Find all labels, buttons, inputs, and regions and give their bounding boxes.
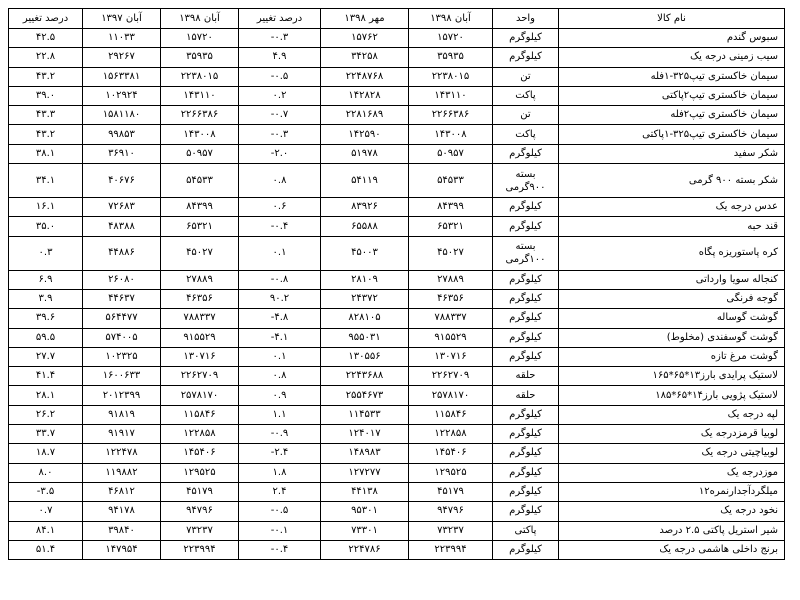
cell-mehr-1398: ۱۴۲۸۲۸ xyxy=(321,86,409,105)
cell-mehr-1398: ۴۵۰۰۳ xyxy=(321,236,409,270)
cell-name: موزدرجه یک xyxy=(559,463,785,482)
cell-name: لاستیک پرایدی بارز۱۳*۶۵*۱۶۵ xyxy=(559,367,785,386)
cell-unit: پاکتی xyxy=(493,521,559,540)
cell-change-month: ۰.۸ xyxy=(239,367,321,386)
cell-aban-1398-b: ۱۴۵۴۰۶ xyxy=(161,444,239,463)
cell-aban-1397: ۱۵۶۳۳۸۱ xyxy=(83,67,161,86)
cell-change-month: -۰.۷ xyxy=(239,106,321,125)
cell-change-month: ۱.۸ xyxy=(239,463,321,482)
cell-aban-1397: ۹۱۹۱۷ xyxy=(83,425,161,444)
cell-change-1397: ۴۱.۴ xyxy=(9,367,83,386)
cell-change-month: ۰.۱ xyxy=(239,236,321,270)
cell-aban-1398-b: ۶۵۳۲۱ xyxy=(161,217,239,236)
cell-change-1397: ۴۲.۵ xyxy=(9,29,83,48)
cell-aban-1397: ۲۶۰۸۰ xyxy=(83,270,161,289)
header-aban-1398: آبان ۱۳۹۸ xyxy=(409,9,493,29)
cell-aban-1398: ۴۵۰۲۷ xyxy=(409,236,493,270)
table-row xyxy=(9,444,785,463)
cell-change-1397: ۳۹.۰ xyxy=(9,86,83,105)
cell-name: کنجاله سویا وارداتی xyxy=(559,270,785,289)
cell-change-1397: ۴۳.۲ xyxy=(9,125,83,144)
cell-aban-1397: ۳۹۸۴۰ xyxy=(83,521,161,540)
cell-aban-1397: ۹۴۱۷۸ xyxy=(83,502,161,521)
cell-unit: کیلوگرم xyxy=(493,289,559,308)
cell-mehr-1398: ۷۳۳۰۱ xyxy=(321,521,409,540)
cell-unit: کیلوگرم xyxy=(493,502,559,521)
table-row xyxy=(9,29,785,48)
cell-unit: کیلوگرم xyxy=(493,347,559,366)
cell-unit: تن xyxy=(493,106,559,125)
cell-aban-1397: ۲۰۱۲۳۹۹ xyxy=(83,386,161,405)
cell-name: کره پاستوریزه پگاه xyxy=(559,236,785,270)
cell-mehr-1398: ۸۲۸۱۰۵ xyxy=(321,309,409,328)
cell-aban-1398-b: ۱۲۹۵۲۵ xyxy=(161,463,239,482)
cell-name: عدس درجه یک xyxy=(559,198,785,217)
cell-aban-1398-b: ۷۸۸۳۳۷ xyxy=(161,309,239,328)
cell-change-1397: ۰.۷ xyxy=(9,502,83,521)
table-row xyxy=(9,386,785,405)
cell-change-month: -۰.۳ xyxy=(239,125,321,144)
cell-aban-1398-b: ۲۲۶۶۳۸۶ xyxy=(161,106,239,125)
cell-change-month: -۲.۴ xyxy=(239,444,321,463)
cell-change-month: -۴.۱ xyxy=(239,328,321,347)
cell-aban-1398: ۹۱۵۵۲۹ xyxy=(409,328,493,347)
cell-aban-1397: ۱۰۲۳۲۵ xyxy=(83,347,161,366)
cell-aban-1398-b: ۲۲۳۹۹۴ xyxy=(161,540,239,559)
cell-change-month: ۰.۲ xyxy=(239,86,321,105)
table-row xyxy=(9,106,785,125)
cell-aban-1397: ۷۲۶۸۳ xyxy=(83,198,161,217)
cell-aban-1398: ۵۰۹۵۷ xyxy=(409,144,493,163)
header-mehr-1398: مهر ۱۳۹۸ xyxy=(321,9,409,29)
cell-change-month: -۰.۵ xyxy=(239,502,321,521)
table-row xyxy=(9,347,785,366)
cell-change-1397: ۵۱.۴ xyxy=(9,540,83,559)
cell-change-1397: ۲۲.۸ xyxy=(9,48,83,67)
cell-aban-1398: ۲۵۷۸۱۷۰ xyxy=(409,386,493,405)
table-row xyxy=(9,405,785,424)
header-aban-1397: آبان ۱۳۹۷ xyxy=(83,9,161,29)
cell-name: سیمان خاکستری تیپ۲پاکتی xyxy=(559,86,785,105)
cell-change-month: -۰.۴ xyxy=(239,540,321,559)
cell-name: گوشت گوسفندی (مخلوط) xyxy=(559,328,785,347)
cell-unit: پاکت xyxy=(493,86,559,105)
cell-name: شکر سفید xyxy=(559,144,785,163)
table-row xyxy=(9,502,785,521)
header-change-month: درصد تغییر xyxy=(239,9,321,29)
cell-name: گوشت مرغ تازه xyxy=(559,347,785,366)
table-row xyxy=(9,270,785,289)
cell-aban-1397: ۳۶۹۱۰ xyxy=(83,144,161,163)
cell-aban-1398-b: ۴۵۱۷۹ xyxy=(161,482,239,501)
cell-mehr-1398: ۹۵۵۰۳۱ xyxy=(321,328,409,347)
cell-aban-1398: ۱۵۷۲۰ xyxy=(409,29,493,48)
cell-change-1397: ۳.۹ xyxy=(9,289,83,308)
header-aban-1398-b: آبان ۱۳۹۸ xyxy=(161,9,239,29)
cell-change-month: -۲.۰ xyxy=(239,144,321,163)
cell-aban-1397: ۴۴۶۳۷ xyxy=(83,289,161,308)
cell-aban-1398: ۲۷۸۸۹ xyxy=(409,270,493,289)
cell-aban-1398: ۲۲۳۸۰۱۵ xyxy=(409,67,493,86)
cell-mehr-1398: ۱۳۰۵۵۶ xyxy=(321,347,409,366)
cell-aban-1398: ۱۲۹۵۲۵ xyxy=(409,463,493,482)
table-row xyxy=(9,463,785,482)
cell-mehr-1398: ۱۱۴۵۳۳ xyxy=(321,405,409,424)
cell-aban-1397: ۴۴۸۸۶ xyxy=(83,236,161,270)
cell-aban-1398-b: ۳۵۹۳۵ xyxy=(161,48,239,67)
cell-aban-1398-b: ۱۵۷۲۰ xyxy=(161,29,239,48)
table-row xyxy=(9,67,785,86)
cell-aban-1398-b: ۸۴۳۹۹ xyxy=(161,198,239,217)
cell-aban-1398-b: ۷۳۲۳۷ xyxy=(161,521,239,540)
cell-change-1397: ۲۷.۷ xyxy=(9,347,83,366)
cell-mehr-1398: ۲۲۴۳۶۸۸ xyxy=(321,367,409,386)
cell-mehr-1398: ۹۵۳۰۱ xyxy=(321,502,409,521)
cell-aban-1398: ۱۴۳۱۱۰ xyxy=(409,86,493,105)
cell-aban-1398: ۷۸۸۳۳۷ xyxy=(409,309,493,328)
cell-aban-1397: ۱۵۸۱۱۸۰ xyxy=(83,106,161,125)
cell-aban-1397: ۱۴۷۹۵۴ xyxy=(83,540,161,559)
cell-change-1397: ۲۸.۱ xyxy=(9,386,83,405)
cell-unit: پاکت xyxy=(493,125,559,144)
cell-aban-1398-b: ۵۰۹۵۷ xyxy=(161,144,239,163)
cell-name: گوشت گوساله xyxy=(559,309,785,328)
cell-change-1397: ۲۶.۲ xyxy=(9,405,83,424)
cell-change-month: ۰.۶ xyxy=(239,198,321,217)
cell-aban-1398: ۳۵۹۳۵ xyxy=(409,48,493,67)
cell-unit: حلقه xyxy=(493,367,559,386)
cell-change-1397: ۱۸.۷ xyxy=(9,444,83,463)
cell-unit: کیلوگرم xyxy=(493,328,559,347)
cell-unit: کیلوگرم xyxy=(493,217,559,236)
cell-aban-1397: ۹۱۸۱۹ xyxy=(83,405,161,424)
cell-aban-1398: ۴۵۱۷۹ xyxy=(409,482,493,501)
cell-unit: کیلوگرم xyxy=(493,198,559,217)
cell-change-month: -۰.۵ xyxy=(239,67,321,86)
cell-mehr-1398: ۲۵۵۴۶۷۳ xyxy=(321,386,409,405)
cell-aban-1398-b: ۲۷۸۸۹ xyxy=(161,270,239,289)
cell-aban-1398-b: ۹۴۷۹۶ xyxy=(161,502,239,521)
cell-aban-1398: ۱۴۳۰۰۸ xyxy=(409,125,493,144)
cell-aban-1398: ۱۱۵۸۴۶ xyxy=(409,405,493,424)
cell-change-month: -۰.۹ xyxy=(239,425,321,444)
cell-aban-1398-b: ۴۶۳۵۶ xyxy=(161,289,239,308)
cell-aban-1398-b: ۲۲۳۸۰۱۵ xyxy=(161,67,239,86)
cell-unit: کیلوگرم xyxy=(493,482,559,501)
cell-aban-1398-b: ۲۲۶۲۷۰۹ xyxy=(161,367,239,386)
cell-change-1397: ۰.۳ xyxy=(9,236,83,270)
cell-unit: کیلوگرم xyxy=(493,444,559,463)
cell-aban-1398-b: ۹۱۵۵۲۹ xyxy=(161,328,239,347)
cell-aban-1397: ۵۶۴۴۷۷ xyxy=(83,309,161,328)
table-row xyxy=(9,289,785,308)
cell-mehr-1398: ۴۴۱۳۸ xyxy=(321,482,409,501)
cell-aban-1398-b: ۵۴۵۳۳ xyxy=(161,164,239,198)
cell-unit: کیلوگرم xyxy=(493,309,559,328)
cell-aban-1398: ۱۳۰۷۱۶ xyxy=(409,347,493,366)
cell-aban-1398: ۲۲۶۶۳۸۶ xyxy=(409,106,493,125)
cell-change-1397: ۶.۹ xyxy=(9,270,83,289)
cell-name: سیب زمینی درجه یک xyxy=(559,48,785,67)
cell-change-1397: ۴۳.۳ xyxy=(9,106,83,125)
cell-aban-1397: ۱۱۰۳۳ xyxy=(83,29,161,48)
cell-name: لاستیک پژویی بارز۱۴*۶۵*۱۸۵ xyxy=(559,386,785,405)
cell-change-1397: -۳.۵ xyxy=(9,482,83,501)
cell-name: شیر استریل پاکتی ۲.۵ درصد xyxy=(559,521,785,540)
cell-aban-1397: ۵۷۴۰۰۵ xyxy=(83,328,161,347)
cell-change-month: ۲.۴ xyxy=(239,482,321,501)
cell-aban-1397: ۲۹۲۶۷ xyxy=(83,48,161,67)
cell-name: شکر بسته ۹۰۰ گرمی xyxy=(559,164,785,198)
cell-mehr-1398: ۱۲۴۰۱۷ xyxy=(321,425,409,444)
cell-change-month: ۰.۱ xyxy=(239,347,321,366)
cell-name: میلگردآجدارنمره۱۲ xyxy=(559,482,785,501)
cell-name: لوبیا قرمزدرجه یک xyxy=(559,425,785,444)
cell-change-month: -۰.۳ xyxy=(239,29,321,48)
cell-aban-1397: ۱۶۰۰۶۳۳ xyxy=(83,367,161,386)
cell-mehr-1398: ۱۵۷۶۲ xyxy=(321,29,409,48)
table-row xyxy=(9,48,785,67)
cell-aban-1398: ۸۴۳۹۹ xyxy=(409,198,493,217)
cell-mehr-1398: ۵۴۱۱۹ xyxy=(321,164,409,198)
table-row xyxy=(9,521,785,540)
cell-mehr-1398: ۶۵۵۸۸ xyxy=(321,217,409,236)
cell-aban-1398-b: ۱۲۲۸۵۸ xyxy=(161,425,239,444)
cell-mehr-1398: ۵۱۹۷۸ xyxy=(321,144,409,163)
cell-mehr-1398: ۲۸۱۰۹ xyxy=(321,270,409,289)
header-unit: واحد xyxy=(493,9,559,29)
header-name: نام کالا xyxy=(559,9,785,29)
cell-mehr-1398: ۸۳۹۲۶ xyxy=(321,198,409,217)
table-row xyxy=(9,540,785,559)
price-table-container xyxy=(8,8,784,560)
header-change-1397: درصد تغییر xyxy=(9,9,83,29)
cell-unit: کیلوگرم xyxy=(493,405,559,424)
cell-aban-1397: ۱۰۲۹۲۴ xyxy=(83,86,161,105)
cell-change-1397: ۳۹.۶ xyxy=(9,309,83,328)
cell-unit: بسته ۱۰۰گرمی xyxy=(493,236,559,270)
table-body xyxy=(9,29,785,560)
cell-change-1397: ۳۵.۰ xyxy=(9,217,83,236)
cell-aban-1398: ۹۴۷۹۶ xyxy=(409,502,493,521)
cell-aban-1398-b: ۱۴۳۱۱۰ xyxy=(161,86,239,105)
cell-unit: بسته ۹۰۰گرمی xyxy=(493,164,559,198)
cell-aban-1397: ۴۸۳۸۸ xyxy=(83,217,161,236)
cell-aban-1397: ۴۶۸۱۲ xyxy=(83,482,161,501)
cell-aban-1398: ۱۴۵۴۰۶ xyxy=(409,444,493,463)
cell-change-month: ۹۰.۲ xyxy=(239,289,321,308)
cell-name: قند حبه xyxy=(559,217,785,236)
table-row xyxy=(9,86,785,105)
cell-aban-1398-b: ۱۴۳۰۰۸ xyxy=(161,125,239,144)
cell-change-month: -۴.۸ xyxy=(239,309,321,328)
table-row xyxy=(9,425,785,444)
cell-aban-1398: ۷۳۲۳۷ xyxy=(409,521,493,540)
table-row xyxy=(9,367,785,386)
cell-mehr-1398: ۲۲۸۱۶۸۹ xyxy=(321,106,409,125)
cell-name: سیمان خاکستری تیپ۲فله xyxy=(559,106,785,125)
cell-mehr-1398: ۱۴۲۵۹۰ xyxy=(321,125,409,144)
cell-aban-1397: ۱۱۹۸۸۲ xyxy=(83,463,161,482)
cell-aban-1398: ۴۶۳۵۶ xyxy=(409,289,493,308)
cell-unit: کیلوگرم xyxy=(493,463,559,482)
table-row xyxy=(9,125,785,144)
cell-change-1397: ۳۸.۱ xyxy=(9,144,83,163)
cell-unit: کیلوگرم xyxy=(493,270,559,289)
cell-name: نخود درجه یک xyxy=(559,502,785,521)
table-row xyxy=(9,236,785,270)
cell-aban-1398-b: ۱۱۵۸۴۶ xyxy=(161,405,239,424)
table-header-row xyxy=(9,9,785,29)
cell-change-1397: ۳۳.۷ xyxy=(9,425,83,444)
price-table xyxy=(8,8,785,560)
cell-change-month: -۰.۸ xyxy=(239,270,321,289)
table-row xyxy=(9,482,785,501)
table-row xyxy=(9,309,785,328)
cell-unit: تن xyxy=(493,67,559,86)
table-row xyxy=(9,144,785,163)
cell-name: برنج داخلی هاشمی درجه یک xyxy=(559,540,785,559)
table-row xyxy=(9,328,785,347)
cell-name: سیمان خاکستری تیپ۳۲۵-۱پاکتی xyxy=(559,125,785,144)
table-row xyxy=(9,217,785,236)
cell-unit: کیلوگرم xyxy=(493,48,559,67)
cell-aban-1398: ۱۲۲۸۵۸ xyxy=(409,425,493,444)
cell-name: سیمان خاکستری تیپ۳۲۵-۱فله xyxy=(559,67,785,86)
cell-aban-1398: ۶۵۳۲۱ xyxy=(409,217,493,236)
cell-change-1397: ۳۴.۱ xyxy=(9,164,83,198)
cell-aban-1398-b: ۲۵۷۸۱۷۰ xyxy=(161,386,239,405)
cell-aban-1398: ۲۲۶۲۷۰۹ xyxy=(409,367,493,386)
cell-mehr-1398: ۳۴۲۵۸ xyxy=(321,48,409,67)
cell-name: سبوس گندم xyxy=(559,29,785,48)
cell-name: لپه درجه یک xyxy=(559,405,785,424)
cell-mehr-1398: ۲۲۴۸۷۶۸ xyxy=(321,67,409,86)
cell-change-1397: ۵۹.۵ xyxy=(9,328,83,347)
cell-aban-1397: ۱۲۲۴۷۸ xyxy=(83,444,161,463)
cell-mehr-1398: ۱۴۸۹۸۳ xyxy=(321,444,409,463)
cell-aban-1397: ۹۹۸۵۳ xyxy=(83,125,161,144)
cell-unit: کیلوگرم xyxy=(493,425,559,444)
cell-aban-1397: ۴۰۶۷۶ xyxy=(83,164,161,198)
cell-change-month: ۰.۸ xyxy=(239,164,321,198)
table-row xyxy=(9,164,785,198)
cell-mehr-1398: ۱۲۷۲۷۷ xyxy=(321,463,409,482)
cell-change-1397: ۸.۰ xyxy=(9,463,83,482)
cell-change-month: ۰.۹ xyxy=(239,386,321,405)
cell-name: گوجه فرنگی xyxy=(559,289,785,308)
cell-mehr-1398: ۲۴۳۷۲ xyxy=(321,289,409,308)
cell-unit: کیلوگرم xyxy=(493,29,559,48)
cell-change-month: -۰.۱ xyxy=(239,521,321,540)
cell-unit: حلقه xyxy=(493,386,559,405)
cell-unit: کیلوگرم xyxy=(493,540,559,559)
cell-change-month: ۴.۹ xyxy=(239,48,321,67)
cell-aban-1398-b: ۱۳۰۷۱۶ xyxy=(161,347,239,366)
cell-aban-1398-b: ۴۵۰۲۷ xyxy=(161,236,239,270)
cell-change-1397: ۴۳.۲ xyxy=(9,67,83,86)
cell-unit: کیلوگرم xyxy=(493,144,559,163)
cell-change-month: -۰.۴ xyxy=(239,217,321,236)
cell-change-1397: ۸۴.۱ xyxy=(9,521,83,540)
table-row xyxy=(9,198,785,217)
cell-aban-1398: ۲۲۳۹۹۴ xyxy=(409,540,493,559)
cell-change-month: ۱.۱ xyxy=(239,405,321,424)
cell-mehr-1398: ۲۲۴۷۸۶ xyxy=(321,540,409,559)
cell-aban-1398: ۵۴۵۳۳ xyxy=(409,164,493,198)
cell-name: لوبیاچیتی درجه یک xyxy=(559,444,785,463)
cell-change-1397: ۱۶.۱ xyxy=(9,198,83,217)
